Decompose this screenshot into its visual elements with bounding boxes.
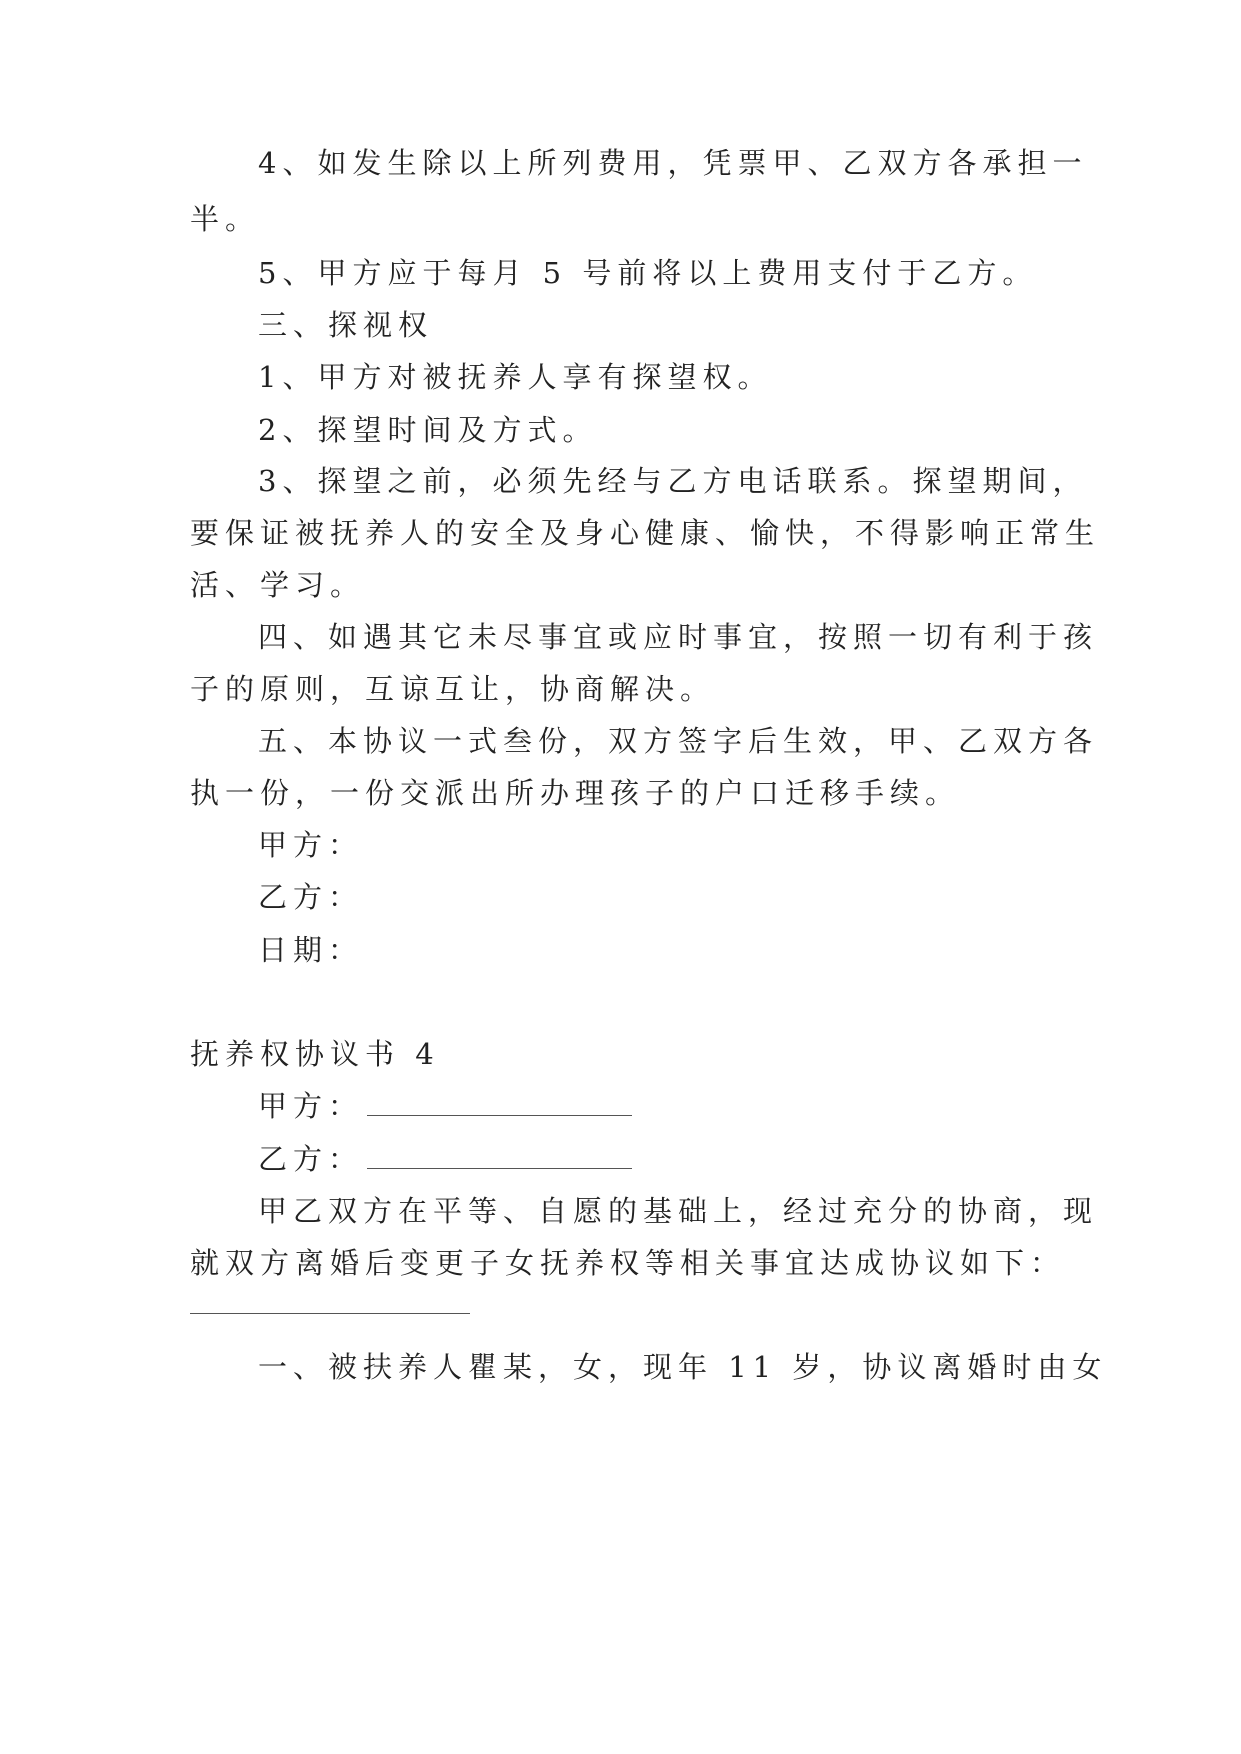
clause-2-5: 5、甲方应于每月 5 号前将以上费用支付于乙方。 [258, 256, 1038, 290]
clause-3-3-line-1: 3、探望之前，必须先经与乙方电话联系。探望期间， [258, 464, 1088, 498]
agreement-4-title: 抚养权协议书 4 [190, 1037, 440, 1071]
section-5-line-2: 执一份，一份交派出所办理孩子的户口迁移手续。 [190, 776, 961, 810]
agreement-4-party-b-row [190, 1130, 632, 1188]
party-a-blank-line [367, 1095, 632, 1116]
party-b-blank-line [367, 1148, 632, 1169]
footnote-divider [190, 1313, 470, 1314]
agreement-4-party-a-row [190, 1077, 632, 1135]
section-3-heading: 三、探视权 [258, 308, 434, 342]
section-4-line-2: 子的原则，互谅互让，协商解决。 [190, 672, 716, 706]
clause-3-2: 2、探望时间及方式。 [258, 413, 598, 447]
agreement-4-intro-line-2: 就双方离婚后变更子女抚养权等相关事宜达成协议如下： [190, 1246, 1066, 1280]
section-5-line-1: 五、本协议一式叁份，双方签字后生效，甲、乙双方各 [258, 724, 1099, 758]
clause-2-4-line-1: 4、如发生除以上所列费用，凭票甲、乙双方各承担一 [258, 146, 1088, 180]
section-4-line-1: 四、如遇其它未尽事宜或应时事宜，按照一切有利于孩 [258, 620, 1099, 654]
clause-2-4-line-2: 半。 [190, 202, 261, 236]
signature-party-b: 乙方： [258, 880, 364, 914]
clause-3-3-line-2: 要保证被抚养人的安全及身心健康、愉快，不得影响正常生 [190, 516, 1101, 550]
agreement-4-intro-line-1: 甲乙双方在平等、自愿的基础上，经过充分的协商，现 [258, 1194, 1099, 1228]
signature-party-a: 甲方： [258, 828, 364, 862]
party-b-label: 乙方： [258, 1142, 364, 1176]
agreement-4-clause-1-line-1: 一、被扶养人瞿某，女，现年 11 岁，协议离婚时由女 [258, 1350, 1108, 1384]
signature-date: 日期： [258, 933, 364, 967]
clause-3-1: 1、甲方对被抚养人享有探望权。 [258, 360, 773, 394]
party-a-label: 甲方： [258, 1089, 364, 1123]
clause-3-3-line-3: 活、学习。 [190, 568, 366, 602]
